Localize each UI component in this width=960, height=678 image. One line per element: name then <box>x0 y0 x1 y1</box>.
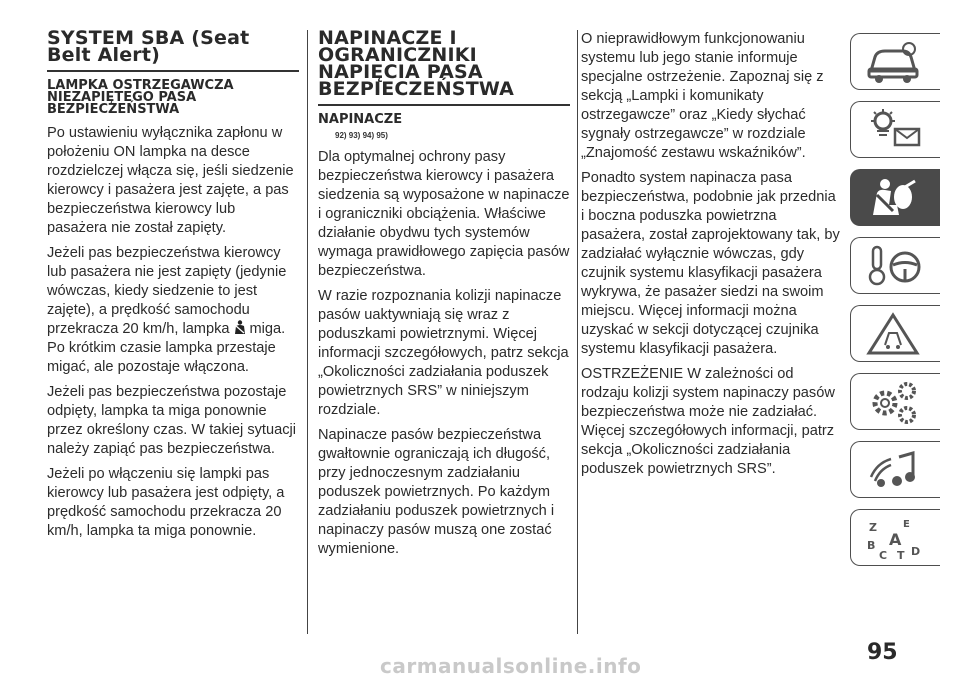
svg-text:B: B <box>867 539 876 552</box>
svg-text:Z: Z <box>869 521 877 534</box>
svg-text:A: A <box>889 530 902 549</box>
tab-lights-warnings[interactable] <box>850 101 940 158</box>
column-divider <box>307 30 308 634</box>
paragraph: O nieprawidłowym funkcjonowaniu systemu lub jego stanie informuje specjalne ostrzeżenie. Zapoznaj się z sekcją „Lampki i komunikaty ostrzegawcze” oraz „Kiedy słychać sygnały ostrzegawcze” w rozdziale „Znajomość zestawu wskaźników”. <box>581 31 824 161</box>
seat-safety-icon <box>863 175 923 221</box>
tab-index[interactable] <box>850 509 940 566</box>
watermark-text: carmanualsonline.info <box>380 654 642 678</box>
tab-car[interactable] <box>850 33 940 90</box>
section-title-sba: SYSTEM SBA (Seat Belt Alert) <box>47 27 250 66</box>
svg-text:D: D <box>911 545 921 558</box>
subsection-title-napinacze: NAPINACZE <box>318 112 403 127</box>
chapter-tabs <box>850 33 942 577</box>
paragraph: Dla optymalnej ochrony pasy bezpieczeństwa kierowcy i pasażera siedzenia są wyposażone w napinacze i ograniczniki obciążenia. Właściwe działanie obydwu tych systemów wymaga prawidłowego zapięcia pasów bezpieczeństwa. <box>318 149 570 279</box>
title-rule <box>47 70 299 72</box>
media-icon <box>863 447 923 493</box>
car-icon <box>863 39 923 85</box>
warning-references: 92) 93) 94) 95) <box>335 131 388 140</box>
gears-icon <box>863 379 923 425</box>
paragraph <box>47 244 299 377</box>
column-1 <box>47 27 299 547</box>
column-divider <box>577 30 578 634</box>
tab-emergency[interactable] <box>850 305 940 362</box>
tab-safety[interactable] <box>850 169 940 226</box>
lights-warning-icon <box>863 107 923 153</box>
paragraph: OSTRZEŻENIE W zależności od rodzaju kolizji system napinaczy pasów bezpieczeństwa może nie zadziałać. Więcej szczegółowych informacji, patrz sekcja „Okoliczności zadziałania poduszek powietrznych SRS”. <box>581 366 835 477</box>
key-steering-icon <box>863 243 923 289</box>
section-title-napinacze: NAPINACZE I OGRANICZNIKI NAPIĘCIA PASA BEZPIECZEŃSTWA <box>318 27 515 100</box>
paragraph-text: Jeżeli pas bezpieczeństwa kierowcy lub pasażera nie jest zapięty (jedynie wówczas, kiedy siedzenie to jest zajęte), a prędkość samochodu przekracza 20 km/h, lampka <box>47 245 287 337</box>
title-rule <box>318 104 570 106</box>
svg-text:E: E <box>903 519 910 530</box>
page-number: 95 <box>867 640 898 665</box>
warning-triangle-icon <box>863 311 923 357</box>
paragraph: Ponadto system napinacza pasa bezpieczeństwa, podobnie jak przednia i boczna poduszka powietrzna pasażera, został zaprojektowany tak, by zadziałać wyłącznie wówczas, gdy czujnik systemu klasyfikacji pasażera wykrywa, że pasażer siedzi na swoim miejscu. Więcej informacji można uzyskać w sekcji dotyczącej czujnika systemu klasyfikacji pasażera. <box>581 170 840 357</box>
seatbelt-warning-icon <box>233 320 247 335</box>
svg-text:C: C <box>879 549 888 561</box>
paragraph-text: miga. Po krótkim czasie lampka przestaje migać, ale pozostaje włączona. <box>47 321 286 375</box>
paragraph: Po ustawieniu wyłącznika zapłonu w położeniu ON lampka na desce rozdzielczej włącza się, jeśli siedzenie kierowcy i pasażera jest zajęte, a pas bezpieczeństwa kierowcy lub pasażera nie został zapięty. <box>47 125 294 236</box>
subsection-title-lampka: LAMPKA OSTRZEGAWCZA NIEZAPIĘTEGO PASA BEZPIECZEŃSTWA <box>47 78 234 117</box>
paragraph: Jeżeli pas bezpieczeństwa pozostaje odpięty, lampka ta miga ponownie przez określony czas. W takiej sytuacji należy zapiąć pas bezpieczeństwa. <box>47 384 296 457</box>
column-3 <box>581 30 841 485</box>
paragraph: Jeżeli po włączeniu się lampki pas kierowcy lub pasażera jest odpięty, a prędkość samochodu przekracza 20 km/h, lampka ta miga ponownie. <box>47 466 285 539</box>
column-2 <box>318 27 570 565</box>
paragraph: Napinacze pasów bezpieczeństwa gwałtownie ograniczają ich długość, przy jednoczesnym zadziałaniu poduszek powietrznych. Po każdym zadziałaniu poduszek powietrznych i napinaczy pasów muszą one zostać wymienione. <box>318 427 555 557</box>
index-letters-icon <box>863 515 923 561</box>
svg-text:T: T <box>897 549 905 561</box>
tab-maintenance[interactable] <box>850 373 940 430</box>
tab-start-drive[interactable] <box>850 237 940 294</box>
tab-multimedia[interactable] <box>850 441 940 498</box>
paragraph: W razie rozpoznania kolizji napinacze pasów uaktywniają się wraz z poduszkami powietrznymi. Więcej informacji szczegółowych, patrz sekcja „Okoliczności zadziałania poduszek powietrznych SRS” w niniejszym rozdziale. <box>318 288 569 418</box>
